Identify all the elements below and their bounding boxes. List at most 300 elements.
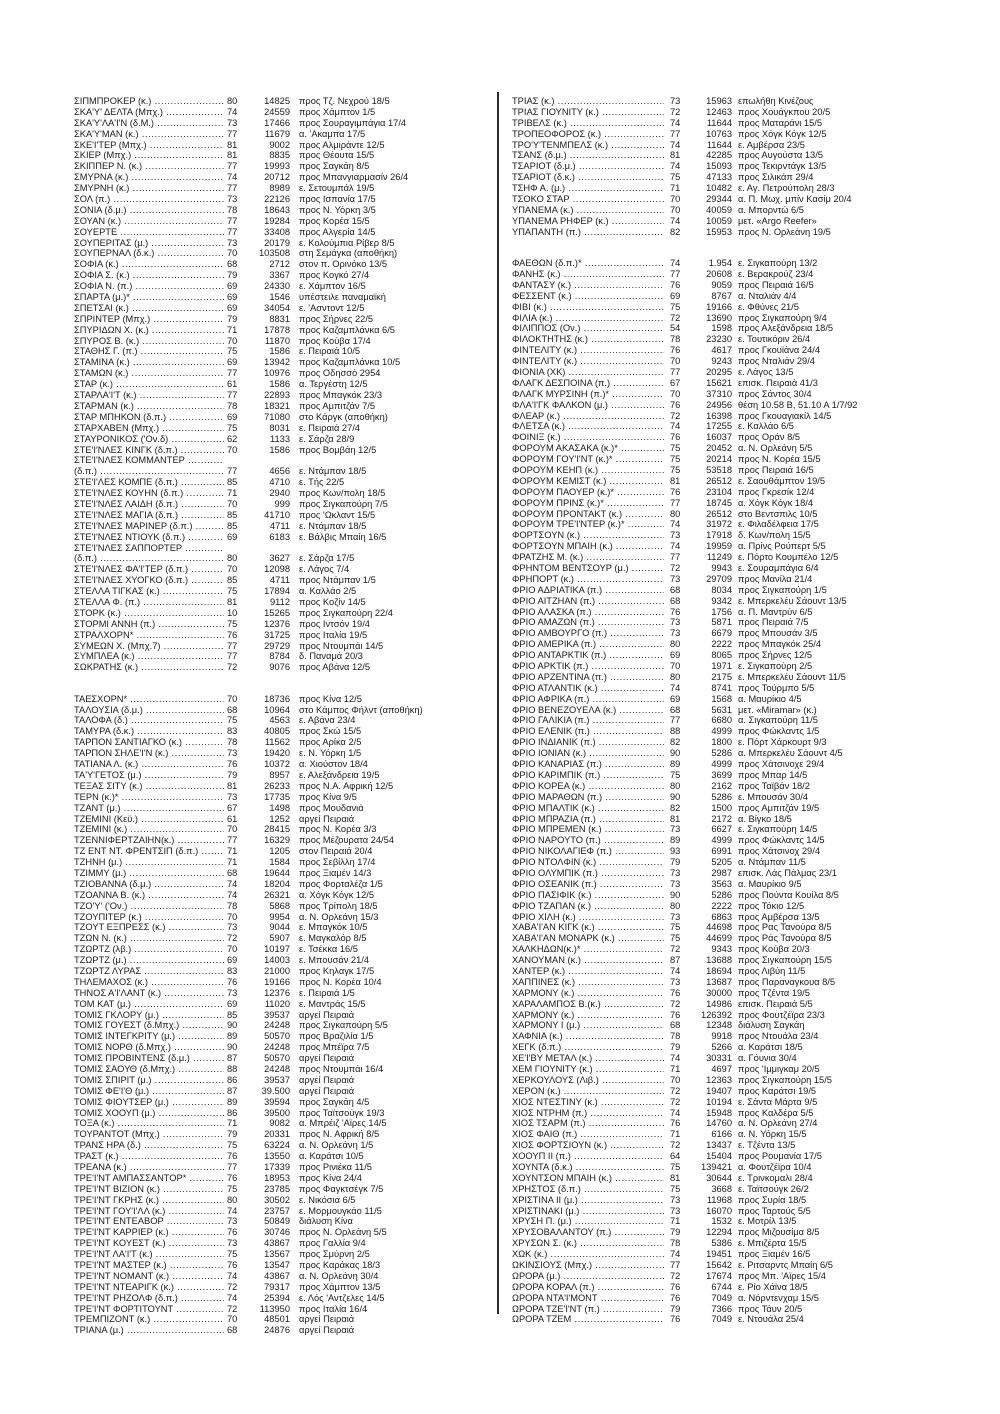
ship-row — [74, 1216, 487, 1227]
ship-name: ΩΡΟΡΑ ΤΖΕΜ ..... — [512, 1314, 664, 1325]
ship-tonnage: 4711 — [270, 520, 290, 531]
ship-destination: προς Ν. Κορέα 3/3 — [299, 824, 377, 835]
ship-destination: προς Σήρνες 12/5 — [738, 650, 813, 661]
ship-row — [74, 597, 487, 608]
ship-tonnage: 11562 — [264, 737, 290, 748]
ship-destination: ε. Ντουάλα 25/4 — [738, 1314, 804, 1325]
ship-row — [512, 781, 927, 792]
ship-name: ΤΟΜΙΣ ΓΚΛΟΡΥ (μ.) ..... — [74, 1010, 224, 1021]
ship-year: 74 — [227, 1270, 238, 1281]
ship-tonnage: 39.500 — [261, 1085, 290, 1096]
ship-destination: ε. Αλεξάνδρεια 19/5 — [299, 769, 380, 780]
ship-tonnage: 29344 — [706, 194, 732, 205]
ship-destination: αργεί Πειραιά — [299, 1325, 355, 1336]
ship-year: 70 — [227, 1314, 238, 1325]
ship-tonnage: 3627 — [269, 553, 290, 564]
ship-tonnage: 126392 — [700, 1009, 732, 1020]
ship-year: 71 — [670, 183, 681, 194]
ship-year: 70 — [227, 564, 238, 575]
ship-year: 73 — [670, 628, 681, 639]
ship-year: 73 — [227, 748, 238, 759]
ship-tonnage: 10372 — [264, 759, 290, 770]
ship-destination: προς Χάμπτον 1/5 — [299, 106, 376, 117]
ship-destination: θέση 10.58 Β, 51.10 Α 1/7/92 — [738, 399, 858, 410]
ship-row — [74, 608, 487, 619]
ship-destination: α. Μαυρίκιο 4/5 — [738, 693, 802, 704]
ship-destination: ε. Τής 22/5 — [299, 477, 345, 488]
ship-row — [512, 465, 927, 476]
ship-name: ΣΤΕ'Ι'ΝΛΕΣ ΜΑΓΙΑ (δ.π.) ..... — [74, 510, 224, 521]
ship-row — [512, 1140, 927, 1151]
ship-name: ΣΚΑ'Υ'ΛΑ'Ι'Ν (δ.Μ.) ..... — [74, 118, 224, 129]
ship-tonnage: 9059 — [711, 279, 732, 290]
ship-tonnage: 1971 — [711, 661, 732, 672]
ship-destination: προς Χάτσινοχε 29/4 — [738, 759, 825, 770]
ship-destination: α. Πρίνς Ρούπερτ 5/5 — [738, 541, 826, 552]
ship-destination: προς Γκουαγιακίλ 14/5 — [738, 410, 832, 421]
ship-tonnage: 17339 — [264, 1162, 290, 1172]
ship-name: ΩΡΟΡΑ (μ.) ..... — [512, 1271, 664, 1282]
ship-destination: προς Βομβάη 12/5 — [299, 444, 377, 455]
ship-destination: προς Ρινιέκα 11/5 — [299, 1162, 372, 1172]
ship-year: 76 — [670, 1118, 681, 1129]
ship-destination: ε. Χάμπτον 16/5 — [299, 281, 366, 292]
ship-destination: αργεί Πειραιά — [299, 1009, 355, 1020]
ship-row — [74, 977, 487, 988]
ship-tonnage: 1800 — [711, 737, 732, 748]
ship-row — [512, 977, 927, 988]
ship-row — [74, 1020, 487, 1031]
ship-name: ΧΩΚ (κ.) ..... — [512, 1249, 664, 1260]
ship-tonnage: 8989 — [269, 183, 290, 194]
ship-destination: προς Θέουτα 15/5 — [299, 150, 375, 161]
ship-tonnage: 71080 — [264, 411, 290, 422]
ship-tonnage: 2712 — [269, 259, 290, 270]
ship-row — [512, 1108, 927, 1119]
ship-row — [512, 770, 927, 781]
ship-year: 64 — [670, 1151, 681, 1162]
ship-name: ΤΡΙΑΝΑ (μ.) ..... — [74, 1325, 224, 1336]
ship-year: 76 — [227, 1227, 238, 1238]
ship-name: ΧΑΒΑ'Ι'ΑΝ ΜΟΝΑΡΚ (κ.) ..... — [512, 933, 664, 944]
ship-tonnage: 4710 — [269, 477, 290, 488]
ship-tonnage: 17466 — [264, 117, 290, 128]
ship-row — [512, 574, 927, 585]
ship-name: ΣΟΦΙΑ Ν. (π.) ..... — [74, 281, 224, 292]
ship-row — [74, 966, 487, 977]
ship-tonnage: 9918 — [711, 1031, 732, 1042]
ship-year: 79 — [227, 769, 238, 780]
ship-name: ΦΙΛΙΠΠΟΣ (Ον.) ..... — [512, 323, 664, 334]
ship-row — [512, 1042, 927, 1053]
ship-name: ΤΖΟΥΠΙΤΕΡ (κ.) ..... — [74, 912, 224, 923]
ship-year: 75 — [227, 586, 238, 597]
ship-name: ΦΡΙΟ ΝΙΚΟΛΑΓΙΕΦ (π.) ..... — [512, 846, 664, 857]
ship-year: 76 — [227, 629, 238, 640]
ship-row — [512, 96, 927, 107]
ship-row — [74, 792, 487, 803]
ship-tonnage: 39537 — [264, 1009, 290, 1020]
ship-row — [512, 172, 927, 183]
ship-row — [74, 814, 487, 825]
ship-year: 71 — [670, 1129, 681, 1140]
ship-row — [512, 705, 927, 716]
ship-tonnage: 5286 — [711, 889, 732, 900]
ship-tonnage: 6627 — [711, 824, 732, 835]
ship-row — [74, 868, 487, 879]
ship-name: ΣΤΑΡΧΑΒΕΝ (Μπχ.) ..... — [74, 423, 224, 434]
ship-name: (δ.π.) ..... — [74, 553, 224, 564]
ship-tonnage: 26233 — [264, 780, 290, 791]
ship-name: ΣΤΕΛΛΑ Φ. (π.) ..... — [74, 597, 224, 608]
ship-destination: ε. Σαουθάμπτον 19/5 — [738, 475, 826, 486]
ship-tonnage: 39537 — [264, 1074, 290, 1085]
ship-name: ΤΖΩΝ Ν. (κ.) ..... — [74, 933, 224, 944]
ship-tonnage: 30746 — [264, 1227, 290, 1238]
ship-row — [74, 314, 487, 325]
ship-name: ΤΡΕ'Ι'ΝΤ ΝΟΜΑΝΤ (κ.) ..... — [74, 1271, 224, 1282]
ship-year: 73 — [670, 530, 681, 541]
ship-name: ΦΡΙΟ ΒΕΝΕΖΟΥΕΛΑ (κ.) ..... — [512, 705, 664, 716]
ship-year: 71 — [227, 324, 238, 335]
ship-name: ΧΑΡΜΟΝΥ Ι (μ.) ..... — [512, 1020, 664, 1031]
ship-year: 90 — [227, 1042, 238, 1053]
ship-destination: ε. Τουτικόριν 26/4 — [738, 334, 811, 345]
ship-destination: προς Σιγκαπούρη 9/4 — [738, 312, 827, 323]
ship-row — [74, 1031, 487, 1042]
ship-year: 69 — [670, 290, 681, 301]
ship-year: 77 — [227, 640, 238, 651]
ship-destination: ε. Βερακρούζ 23/4 — [738, 268, 814, 279]
ship-destination: προς Ντάμπαν 1/5 — [299, 575, 376, 586]
ship-year: 79 — [670, 857, 681, 868]
ship-name: ΧΡΗΣΤΟΣ (δ.π.) ..... — [512, 1184, 664, 1195]
ship-tonnage: 19993 — [264, 161, 290, 172]
ship-row — [512, 1216, 927, 1227]
ship-destination: ε. Τρινκομαλι 28/4 — [738, 1172, 813, 1183]
ship-row — [74, 521, 487, 532]
ship-row — [512, 672, 927, 683]
ship-row — [512, 1010, 927, 1021]
ship-row — [74, 183, 487, 194]
ship-tonnage: 20452 — [706, 443, 732, 454]
ship-destination: ε. Μπαγκόκ 10/5 — [299, 922, 368, 933]
ship-name: ΦΟΡΟΥΜ ΑΚΑΣΑΚΑ (κ.)* ..... — [512, 443, 664, 454]
ship-tonnage: 17735 — [264, 791, 290, 802]
ship-row — [512, 334, 927, 345]
ship-name: ΦΟΡΤΣΟΥΝ (κ.) ..... — [512, 530, 664, 541]
ship-name: ΦΡΗΠΟΡΤ (κ.) ..... — [512, 574, 664, 585]
ship-name: ΣΚΙΕΡ (Μπχ.) ..... — [74, 150, 224, 161]
ship-section-tau-upsilon — [512, 96, 927, 238]
ship-destination: ε. Μπερκελέυ Σάουντ 13/5 — [738, 595, 847, 606]
ship-year: 76 — [670, 345, 681, 356]
ship-destination: προς Χάμπτον 13/5 — [299, 1281, 381, 1292]
ship-tonnage: 23230 — [706, 334, 732, 345]
ship-year: 81 — [670, 475, 681, 486]
ship-tonnage: 999 — [274, 498, 290, 509]
ship-name: ΣΤΟΡΜΙ ΑΝΝΗ (π.) ..... — [74, 619, 224, 630]
ship-row — [74, 1010, 487, 1021]
ship-row — [512, 258, 927, 269]
ship-tonnage: 33408 — [264, 226, 290, 237]
ship-year: 80 — [227, 553, 238, 564]
ship-year: 71 — [670, 1063, 681, 1074]
ship-row — [512, 216, 927, 227]
ship-row — [74, 401, 487, 412]
ship-tonnage: 3563 — [711, 878, 732, 889]
ship-destination: ε. Αμβέρσα 23/5 — [738, 139, 805, 150]
ship-name: ΤΡΕ'Ι'ΝΤ ΛΑ'Ι'Τ (κ.) ..... — [74, 1249, 224, 1260]
ship-year: 86 — [227, 1074, 238, 1085]
ship-year: 77 — [670, 1260, 681, 1271]
ship-destination: προς Αμπιτζάν 7/5 — [299, 400, 376, 411]
ship-row — [512, 1097, 927, 1108]
ship-row — [74, 543, 487, 554]
ship-row — [74, 1227, 487, 1238]
ship-destination: α. Νταλιάν 4/4 — [738, 290, 797, 301]
ship-row — [74, 1064, 487, 1075]
ship-tonnage: 4617 — [711, 345, 732, 356]
ship-row — [74, 999, 487, 1010]
ship-row — [74, 150, 487, 161]
ship-destination: στον Πειραιά 20/4 — [299, 846, 373, 857]
ship-row — [512, 868, 927, 879]
ship-year: 72 — [227, 933, 238, 944]
ship-tonnage: 20295 — [706, 366, 732, 377]
ship-name: ΤΡΕ'Ι'ΝΤ ΕΝΤΕΑΒΟΡ ..... — [74, 1216, 224, 1227]
ship-year: 74 — [670, 519, 681, 530]
ship-year: 74 — [670, 117, 681, 128]
ship-destination: στο Κάμπος Φήλντ (αποθήκη) — [299, 704, 423, 715]
ship-destination: προς Παραναγκουα 8/5 — [738, 976, 836, 987]
ship-row — [512, 922, 927, 933]
ship-name: ΥΠΑΝΕΜΑ ΡΗΦΕΡ (κ.) ..... — [512, 216, 664, 227]
ship-year: 73 — [227, 791, 238, 802]
ship-tonnage: 21000 — [264, 965, 290, 976]
ship-year: 77 — [227, 215, 238, 226]
ship-name: ΤΡΕ'Ι'ΝΤ ΓΚΡΗΣ (κ.) ..... — [74, 1195, 224, 1206]
ship-destination: α. Ν. Ορλεάνη 27/4 — [738, 1118, 818, 1129]
ship-destination: ε. Σάρζα 17/5 — [299, 553, 355, 564]
ship-year: 89 — [227, 1096, 238, 1107]
ship-year: 69 — [227, 302, 238, 313]
ship-year: 73 — [670, 617, 681, 628]
ship-destination: προς Φαγκτσέγκ 7/5 — [299, 1183, 384, 1194]
ship-tonnage: 31725 — [264, 629, 290, 640]
ship-tonnage: 24559 — [264, 106, 290, 117]
ship-section-tau — [74, 694, 487, 1337]
ship-name: ΤΑΤΙΑΝΑ Λ. (κ.) ..... — [74, 759, 224, 770]
ship-destination: προς Ταϊτσούγκ 19/3 — [299, 1107, 385, 1118]
ship-destination: προς Ισπανία 17/5 — [299, 194, 376, 205]
ship-tonnage: 5907 — [269, 933, 290, 944]
ship-year: 68 — [670, 595, 681, 606]
ship-row — [512, 999, 927, 1010]
ship-year: 79 — [227, 270, 238, 281]
ship-year: 70 — [670, 661, 681, 672]
ship-destination: προς Τούρμπο 5/5 — [738, 682, 815, 693]
ship-destination: ε. Βάλβις Μπαίη 16/5 — [299, 531, 387, 542]
ship-year: 77 — [227, 1162, 238, 1172]
ship-destination: προς Ν. Υόρκη 3/5 — [299, 204, 376, 215]
ship-tonnage: 4999 — [711, 759, 732, 770]
ship-name: ΩΡΟΡΑ ΚΟΡΑΛ (π.) ..... — [512, 1282, 664, 1293]
ship-section-phi-omega — [512, 258, 927, 1325]
ship-tonnage: 13690 — [706, 312, 732, 323]
ship-row — [512, 944, 927, 955]
ship-row — [74, 1140, 487, 1151]
ship-name: ΧΟΥΝΤΣΟΝ ΜΠΑΙΗ (κ.) ..... — [512, 1173, 664, 1184]
ship-row — [74, 1075, 487, 1086]
ship-year: 73 — [670, 573, 681, 584]
ship-tonnage: 1546 — [269, 292, 290, 303]
ship-destination: μετ. «Argo Reefer» — [738, 215, 817, 226]
ship-name: ΦΕΣΣΕΝΤ (κ.) ..... — [512, 291, 664, 302]
ship-tonnage: 29729 — [264, 640, 290, 651]
ship-tonnage: 16329 — [264, 835, 290, 846]
ship-year: 75 — [670, 1183, 681, 1194]
ship-year: 76 — [670, 486, 681, 497]
ship-row — [74, 846, 487, 857]
ship-row — [74, 564, 487, 575]
ship-tonnage: 24956 — [706, 399, 732, 410]
ship-row — [512, 1249, 927, 1260]
ship-row — [74, 227, 487, 238]
ship-tonnage: 9342 — [711, 595, 732, 606]
ship-row — [512, 107, 927, 118]
ship-year: 75 — [670, 454, 681, 465]
ship-tonnage: 5205 — [711, 857, 732, 868]
ship-tonnage: 25394 — [264, 1292, 290, 1303]
ship-name: ΧΕ'Ι'ΒΥ ΜΕΤΑΛ (κ.) ..... — [512, 1053, 664, 1064]
ship-destination: δ. Παναμά 20/3 — [299, 651, 363, 662]
ship-name: ΣΥΜΠΛΕΑ (κ.) ..... — [74, 651, 224, 662]
ship-tonnage: 23785 — [264, 1183, 290, 1194]
ship-name: ΤΟΜΙΣ ΓΟΥΕΣΤ (δ.Μπχ.) ..... — [74, 1020, 224, 1031]
ship-year: 80 — [670, 671, 681, 682]
ship-year: 70 — [227, 335, 238, 346]
ship-year: 74 — [670, 541, 681, 552]
ship-destination: α. Φουτζέϊρα 10/4 — [738, 1162, 812, 1172]
ship-year: 88 — [227, 1063, 238, 1074]
ship-tonnage: 1568 — [711, 693, 732, 704]
ship-name: ΣΚΕ'Ι'ΤΕΡ (Μπχ.) ..... — [74, 140, 224, 151]
ship-tonnage: 7049 — [711, 1292, 732, 1303]
ship-row — [512, 661, 927, 672]
ship-name: ΤΟΥΡΑΝΤΟΤ (Μπχ.) ..... — [74, 1129, 224, 1140]
ship-row — [512, 694, 927, 705]
ship-row — [74, 759, 487, 770]
ship-name: ΤΡΙΑΣ (κ.) ..... — [512, 96, 664, 107]
ship-tonnage: 50570 — [264, 1031, 290, 1042]
ship-destination: δ. Κων/πολη 15/5 — [738, 530, 811, 541]
ship-name: ΦΙΛΟΚΤΗΤΗΣ (κ.) ..... — [512, 334, 664, 345]
ship-destination: προς Σαγκάη 4/5 — [299, 1096, 370, 1107]
ship-name: ΤΑΡΠΟΝ ΣΑΝΤΙΑΓΚΟ (κ.) ..... — [74, 737, 224, 748]
ship-row — [74, 1238, 487, 1249]
ship-year: 71 — [670, 1216, 681, 1227]
ship-destination: ε. Ντάμπαν 18/5 — [299, 520, 367, 531]
ship-row — [512, 683, 927, 694]
ship-row — [74, 1053, 487, 1064]
ship-row — [512, 1118, 927, 1129]
ship-name: ΤΖΩΡΤΖ ΛΥΡΑΣ ..... — [74, 966, 224, 977]
ship-year: 74 — [670, 161, 681, 172]
ship-destination: αργεί Πειραιά — [299, 1085, 355, 1096]
ship-row — [512, 988, 927, 999]
ship-tonnage: 17878 — [264, 324, 290, 335]
ship-destination: προς Ματαράνι 15/5 — [738, 117, 823, 128]
ship-row — [74, 270, 487, 281]
ship-destination: προς Ν. Κορέα 10/4 — [299, 976, 382, 987]
ship-destination: προς Μπαρ 14/5 — [738, 769, 808, 780]
ship-row — [512, 966, 927, 977]
ship-year: 73 — [670, 911, 681, 922]
ship-destination: α. Μπορντώ 6/5 — [738, 204, 804, 215]
ship-name: ΤΖΟΑΝΝΑ Β. (κ.) ..... — [74, 890, 224, 901]
ship-year: 75 — [670, 172, 681, 183]
ship-name: ΣΤΕ'Ι'ΝΛΕΣ ΦΑ'Ι'ΤΕΡ (δ.π.) ..... — [74, 564, 224, 575]
ship-destination: α. Καλλάο 2/5 — [299, 586, 357, 597]
ship-row — [74, 1206, 487, 1217]
ship-tonnage: 12363 — [706, 1074, 732, 1085]
ship-row — [512, 607, 927, 618]
ship-year: 75 — [670, 465, 681, 475]
ship-name: ΤΣΑΝΣ (δ.μ.) ..... — [512, 150, 664, 161]
ship-name: ΤΡΟΠΕΟΦΟΡΟΣ (κ.) ..... — [512, 129, 664, 140]
ship-year: 75 — [670, 443, 681, 454]
ship-row — [74, 1249, 487, 1260]
ship-year: 73 — [670, 867, 681, 878]
ship-destination: ε. Σιγκαπούρη 2/5 — [738, 661, 813, 672]
ship-name: ΦΡΙΟ ΑΡΚΤΙΚ (π.) ..... — [512, 661, 664, 672]
ship-row — [74, 705, 487, 716]
ship-year: 75 — [227, 422, 238, 433]
ship-row — [74, 96, 487, 107]
ship-name: ΣΤΑΡ (κ.) ..... — [74, 379, 224, 390]
ship-name: ΦΟΡΟΥΜ ΓΟΥ'Ι'ΝΤ (κ.)* ..... — [512, 454, 664, 465]
ship-destination: προς Σιγκαπούρη 7/5 — [299, 498, 388, 509]
ship-year: 85 — [227, 520, 238, 531]
ship-destination: προς Χουάγκπου 20/5 — [738, 106, 831, 117]
ship-year: 81 — [670, 813, 681, 824]
ship-year: 81 — [227, 150, 238, 161]
ship-name: ΣΤΕ'Ι'ΝΛΕΣ ΧΥΟΓΚΟ (δ.π.) ..... — [74, 575, 224, 586]
ship-destination: προς Ρας Τανούρα 8/5 — [738, 922, 832, 933]
ship-tonnage: 8031 — [269, 422, 290, 433]
ship-name: ΦΡΙΟ ΑΦΡΙΚΑ (π.) ..... — [512, 694, 664, 705]
ship-year: 73 — [227, 987, 238, 998]
ship-name: ΤΑ'Υ'ΓΕΤΟΣ (μ.) ..... — [74, 770, 224, 781]
ship-name: ΤΣΑΡΙΟΤ (δ.μ.) ..... — [512, 161, 664, 172]
ship-year: 69 — [227, 281, 238, 292]
ship-row — [512, 1173, 927, 1184]
ship-name: ΦΟΡΟΥΜ ΠΡΙΝΣ (κ.)* ..... — [512, 498, 664, 509]
ship-year: 76 — [670, 606, 681, 617]
ship-destination: προς Μπαγκόκ 23/3 — [299, 390, 383, 401]
ship-name: ΤΟΜΙΣ ΠΡΟΒΙΝΤΕΝΣ (δ.μ.) ..... — [74, 1053, 224, 1064]
ship-destination: ε. Λάγος 7/4 — [299, 564, 350, 575]
ship-year: 76 — [670, 1314, 681, 1325]
ship-year: 80 — [670, 900, 681, 911]
ship-tonnage: 28415 — [264, 824, 290, 835]
ship-destination: προς Αβάνα 12/5 — [299, 662, 371, 673]
ship-name: ΣΜΥΡΝΑ (κ.) ..... — [74, 172, 224, 183]
ship-destination: προς Μιζουσίμα 8/5 — [738, 1227, 820, 1238]
ship-row — [74, 1151, 487, 1162]
ship-year: 80 — [227, 96, 238, 106]
